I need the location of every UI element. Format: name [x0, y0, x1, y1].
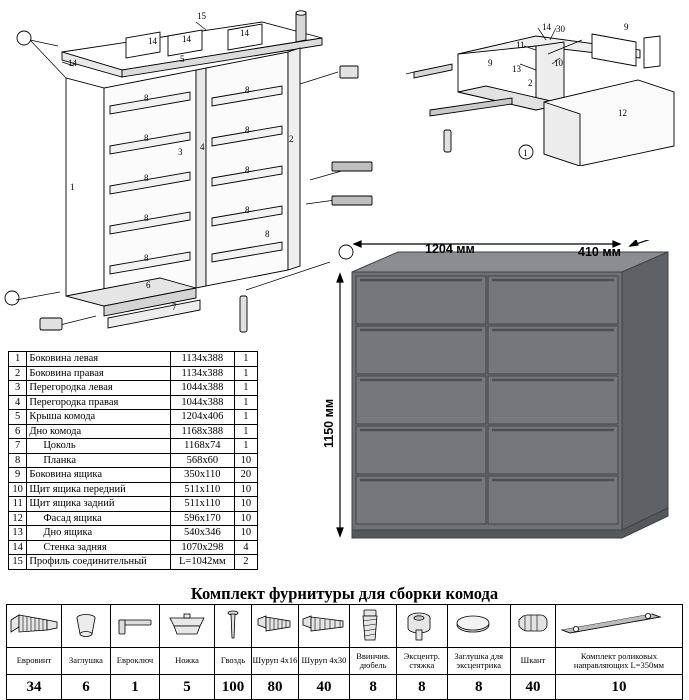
part-dim: 350х110: [170, 468, 234, 483]
svg-text:4: 4: [200, 142, 205, 152]
part-name: Стенка задняя: [27, 540, 171, 555]
table-row: [9, 555, 258, 570]
svg-text:2: 2: [528, 78, 533, 88]
hardware-label: Гвоздь: [215, 648, 252, 675]
nail-cell: [215, 605, 252, 648]
svg-text:8: 8: [245, 125, 250, 135]
hardware-label: Эксцентр. стяжка: [397, 648, 447, 675]
hardware-label: Комплект роликовых направляющих L=350мм: [555, 648, 682, 675]
part-no: 9: [9, 468, 27, 483]
table-row: [9, 497, 258, 512]
parts-list-table: [8, 351, 258, 570]
hardware-count: 10: [555, 675, 682, 700]
part-qty: 10: [234, 497, 257, 512]
euro-key-icon: [111, 606, 159, 646]
part-dim: 1204х406: [170, 410, 234, 425]
svg-text:15: 15: [197, 11, 206, 21]
hardware-label: Заглушка для эксцентрика: [447, 648, 510, 675]
svg-text:14: 14: [240, 28, 249, 38]
svg-text:8: 8: [144, 93, 149, 103]
part-no: 6: [9, 424, 27, 439]
dowel-icon: [350, 606, 390, 646]
part-name: Профиль соединительный: [27, 555, 171, 570]
hardware-count: 1: [111, 675, 160, 700]
part-dim: 1044х388: [170, 381, 234, 396]
hardware-label: Шуруп 4х30: [299, 648, 350, 675]
svg-text:14: 14: [182, 34, 191, 44]
screw-4x16-icon: [252, 606, 298, 646]
part-dim: 540х346: [170, 526, 234, 541]
svg-text:8: 8: [144, 133, 149, 143]
table-row: [9, 468, 258, 483]
hardware-kit-table: [6, 604, 683, 700]
part-dim: 511х110: [170, 497, 234, 512]
nail-icon: [215, 606, 251, 646]
part-qty: 10: [234, 453, 257, 468]
svg-text:1: 1: [523, 148, 528, 158]
svg-text:11: 11: [516, 40, 525, 50]
svg-text:14: 14: [542, 22, 551, 32]
part-dim: 1070х298: [170, 540, 234, 555]
part-dim: 1168х388: [170, 424, 234, 439]
part-no: 2: [9, 366, 27, 381]
svg-text:1: 1: [70, 182, 75, 192]
part-name: Цоколь: [27, 439, 171, 454]
part-dim: 1134х388: [170, 352, 234, 367]
hardware-count: 8: [397, 675, 447, 700]
parts-list-body: [9, 352, 258, 570]
part-qty: 10: [234, 511, 257, 526]
svg-text:14: 14: [148, 36, 157, 46]
part-name: Планка: [27, 453, 171, 468]
svg-text:12: 12: [618, 108, 627, 118]
hardware-count: 40: [510, 675, 555, 700]
table-row: [9, 482, 258, 497]
product-3d-view: [300, 240, 689, 580]
cap-cell: [62, 605, 111, 648]
eccentric-cap-icon: [448, 606, 498, 646]
table-row: [9, 453, 258, 468]
hardware-count: 40: [299, 675, 350, 700]
roller-slides-cell: [555, 605, 682, 648]
hardware-count: 34: [7, 675, 62, 700]
hardware-kit-title: Комплект фурнитуры для сборки комода: [190, 584, 499, 603]
part-qty: 10: [234, 526, 257, 541]
part-name: Дно ящика: [27, 526, 171, 541]
hardware-label: Ножка: [160, 648, 215, 675]
width-dimension-label: 1204 мм: [425, 242, 475, 256]
svg-text:9: 9: [624, 22, 629, 32]
part-dim: 1134х388: [170, 366, 234, 381]
table-row: [9, 352, 258, 367]
part-name: Щит ящика передний: [27, 482, 171, 497]
svg-text:8: 8: [144, 213, 149, 223]
height-dimension-label: 1150 мм: [322, 398, 336, 448]
hardware-count: 6: [62, 675, 111, 700]
svg-text:7: 7: [172, 302, 177, 312]
part-no: 4: [9, 395, 27, 410]
table-row: [9, 366, 258, 381]
table-row: [9, 511, 258, 526]
svg-text:10: 10: [554, 58, 563, 68]
svg-text:8: 8: [245, 205, 250, 215]
part-dim: 596х170: [170, 511, 234, 526]
dowel-pin-icon: [511, 606, 555, 646]
hardware-label: Ввинчив. дюбель: [350, 648, 397, 675]
part-name: Дно комода: [27, 424, 171, 439]
part-no: 8: [9, 453, 27, 468]
part-qty: 4: [234, 540, 257, 555]
part-dim: 1044х388: [170, 395, 234, 410]
part-no: 15: [9, 555, 27, 570]
hardware-label: Заглушка: [62, 648, 111, 675]
part-dim: 1168х74: [170, 439, 234, 454]
svg-text:9: 9: [488, 58, 493, 68]
table-row: [9, 410, 258, 425]
hardware-counts-row: [7, 675, 683, 700]
svg-text:13: 13: [512, 64, 521, 74]
part-qty: 1: [234, 352, 257, 367]
part-qty: 1: [234, 439, 257, 454]
screw-4x16-cell: [252, 605, 299, 648]
hardware-count: 80: [252, 675, 299, 700]
part-name: Перегородка левая: [27, 381, 171, 396]
part-name: Боковина ящика: [27, 468, 171, 483]
table-row: [9, 424, 258, 439]
drawer-assembly-diagram: [396, 6, 686, 166]
svg-text:6: 6: [146, 280, 151, 290]
svg-text:14: 14: [68, 58, 77, 68]
svg-text:8: 8: [265, 229, 270, 239]
svg-text:2: 2: [289, 134, 294, 144]
hardware-icons-row: [7, 605, 683, 648]
part-name: Фасад ящика: [27, 511, 171, 526]
leg-cell: [160, 605, 215, 648]
depth-dimension-label: 410 мм: [578, 245, 621, 259]
hardware-label: Шкант: [510, 648, 555, 675]
svg-text:5: 5: [180, 54, 185, 64]
part-qty: 1: [234, 410, 257, 425]
hardware-labels-row: [7, 648, 683, 675]
table-row: [9, 540, 258, 555]
part-no: 13: [9, 526, 27, 541]
dowel-cell: [350, 605, 397, 648]
hardware-label: Евровинт: [7, 648, 62, 675]
part-dim: 568х60: [170, 453, 234, 468]
part-no: 5: [9, 410, 27, 425]
screw-4x30-icon: [299, 606, 349, 646]
screw-4x30-cell: [299, 605, 350, 648]
part-dim: 511х110: [170, 482, 234, 497]
euro-screw-cell: [7, 605, 62, 648]
part-qty: 1: [234, 366, 257, 381]
part-no: 14: [9, 540, 27, 555]
table-row: [9, 526, 258, 541]
hardware-count: 8: [447, 675, 510, 700]
hardware-count: 100: [215, 675, 252, 700]
part-qty: 20: [234, 468, 257, 483]
part-no: 3: [9, 381, 27, 396]
hardware-label: Евроключ: [111, 648, 160, 675]
part-name: Щит ящика задний: [27, 497, 171, 512]
part-no: 10: [9, 482, 27, 497]
part-name: Боковина правая: [27, 366, 171, 381]
part-no: 11: [9, 497, 27, 512]
svg-text:8: 8: [144, 173, 149, 183]
part-no: 7: [9, 439, 27, 454]
roller-slides-icon: [556, 606, 666, 646]
part-qty: 10: [234, 482, 257, 497]
svg-text:8: 8: [144, 253, 149, 263]
hardware-count: 8: [350, 675, 397, 700]
svg-text:8: 8: [245, 165, 250, 175]
leg-icon: [160, 606, 214, 646]
euro-key-cell: [111, 605, 160, 648]
eccentric-coupler-cell: [397, 605, 447, 648]
part-name: Боковина левая: [27, 352, 171, 367]
hardware-count: 5: [160, 675, 215, 700]
part-qty: 2: [234, 555, 257, 570]
table-row: [9, 381, 258, 396]
table-row: [9, 395, 258, 410]
part-no: 12: [9, 511, 27, 526]
svg-text:8: 8: [245, 85, 250, 95]
part-name: Перегородка правая: [27, 395, 171, 410]
eccentric-coupler-icon: [397, 606, 441, 646]
svg-text:3: 3: [178, 147, 183, 157]
svg-text:30: 30: [556, 24, 565, 34]
part-dim: L=1042мм: [170, 555, 234, 570]
table-row: [9, 439, 258, 454]
dowel-pin-cell: [510, 605, 555, 648]
part-qty: 1: [234, 395, 257, 410]
part-qty: 1: [234, 381, 257, 396]
part-no: 1: [9, 352, 27, 367]
part-name: Крыша комода: [27, 410, 171, 425]
euro-screw-icon: [7, 606, 61, 646]
hardware-label: Шуруп 4х16: [252, 648, 299, 675]
cap-icon: [62, 606, 110, 646]
part-qty: 1: [234, 424, 257, 439]
eccentric-cap-cell: [447, 605, 510, 648]
